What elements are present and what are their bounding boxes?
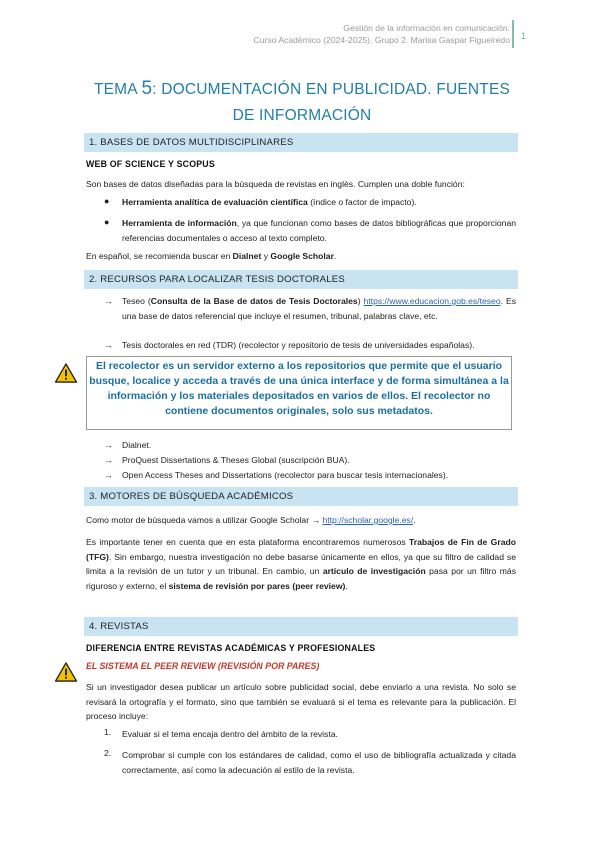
page-number: 1 (521, 31, 527, 41)
title-line2: DE INFORMACIÓN (232, 107, 372, 124)
s4-item-1: Evaluar si el tema encaja dentro del ámbito de la revista. (122, 729, 338, 739)
teseo-rest: . Es una base de datos referencial que incluye el resumen, tribunal, palabras clave, etc. (122, 296, 517, 321)
rec-dialnet: Dialnet (232, 251, 262, 261)
s1-recommendation (86, 249, 516, 264)
arrow-icon: → (104, 440, 113, 450)
s1-bullet-2 (122, 216, 516, 245)
scholar-pre: Como motor de búsqueda vamos a utilizar Google Scholar → (86, 515, 323, 525)
s2-proquest: ProQuest Dissertations & Theses Global (suscripción BUA). (122, 455, 350, 465)
scholar-end: . (413, 515, 416, 525)
rec-pre: En español, se recomienda buscar en (86, 251, 233, 261)
tfg-f: sistema de revisión por pares (peer review) (168, 580, 346, 591)
tfg-g: . (345, 580, 348, 591)
section-heading-4: 4. REVISTAS (84, 617, 518, 636)
arrow-icon: → (104, 296, 113, 306)
bullet-2-rest: , ya que funcionan como bases de datos bibliográficas que proporcionan referencias documentales o acceso al texto completo. (122, 218, 517, 243)
rec-scholar: Google Scholar (270, 251, 334, 261)
title-line1: : DOCUMENTACIÓN EN PUBLICIDAD. FUENTES (152, 81, 511, 98)
tfg-d: artículo de investigación (322, 566, 426, 576)
rec-end: . (333, 251, 337, 261)
subheading-revistas: DIFERENCIA ENTRE REVISTAS ACADÉMICAS Y PROFESIONALES (86, 643, 376, 653)
title-prefix: TEMA (93, 81, 142, 98)
subheading-wos-scopus: WEB OF SCIENCE Y SCOPUS (86, 159, 215, 169)
s4-paragraph: Si un investigador desea publicar un artículo sobre publicidad social, debe enviarlo a una revista. No solo se revisará la ortografía y el formato, sino que también se evaluará si el tema es relevante para la publicación. El proceso incluye: (86, 682, 516, 721)
teseo-pre: Teseo ( (122, 296, 151, 306)
section-heading-2: 2. RECURSOS PARA LOCALIZAR TESIS DOCTORALES (84, 270, 518, 289)
s2-teseo (122, 294, 516, 323)
section-heading-1: 1. BASES DE DATOS MULTIDISCIPLINARES (84, 133, 518, 152)
header-course: Gestión de la información en comunicación. (343, 23, 510, 33)
header-divider (512, 20, 514, 48)
title-number: 5 (141, 78, 153, 99)
arrow-icon: → (104, 455, 113, 465)
recolector-note-box: El recolector es un servidor externo a los repositorios que permite que el usuario busque, localice y acceda a través de una única interface y de forma simultánea a la información y los materiales depositados en varios de ellos. El recolector no contiene documentos originales, solo sus metadatos. (86, 356, 512, 430)
list-number-1: 1. (104, 727, 112, 737)
bullet-icon: ● (104, 196, 110, 206)
page-header (253, 22, 510, 46)
teseo-close: ) (357, 296, 364, 306)
s2-dialnet: Dialnet. (122, 440, 152, 450)
tfg-a: Es importante tener en cuenta que en esta plataforma encontraremos numerosos (86, 537, 409, 547)
s1-intro: Son bases de datos diseñadas para la búsqueda de revistas en inglés. Cumplen una doble función: (86, 179, 465, 189)
warning-icon (54, 363, 78, 383)
s3-scholar-line (86, 513, 516, 528)
subheading-peer-review: EL SISTEMA EL PEER REVIEW (REVISIÓN POR PARES) (86, 661, 320, 671)
list-number-2: 2. (104, 748, 112, 758)
bullet-1-rest: (índice o factor de impacto). (307, 197, 417, 207)
teseo-link[interactable]: https://www.educacion.gob.es/teseo (363, 296, 501, 306)
bullet-icon: ● (104, 217, 110, 227)
bullet-2-bold: Herramienta de información (122, 218, 237, 228)
page-title (86, 76, 518, 129)
rec-mid: y (261, 251, 271, 261)
section-heading-3: 3. MOTORES DE BÚSQUEDA ACADÉMICOS (84, 487, 518, 506)
s1-bullet-1 (122, 195, 516, 210)
warning-icon (54, 662, 78, 682)
s2-tdr: Tesis doctorales en red (TDR) (recolector y repositorio de tesis de universidades españolas). (122, 340, 475, 350)
scholar-link[interactable]: http://scholar.google.es/ (322, 515, 414, 525)
arrow-icon: → (104, 340, 113, 350)
tfg-b: Trabajos de Fin de Grado (TFG) (86, 537, 516, 562)
arrow-icon: → (104, 470, 113, 480)
s2-oatd: Open Access Theses and Dissertations (recolector para buscar tesis internacionales). (122, 470, 449, 480)
tfg-e: pasa por un filtro más riguroso y externo, el (86, 566, 517, 591)
header-group: Curso Académico (2024-2025). Grupo 2. Marisa Gaspar Figueiredo (253, 35, 510, 45)
teseo-bold: Consulta de la Base de datos de Tesis Doctorales (150, 296, 358, 306)
s3-tfg-paragraph (86, 535, 516, 593)
tfg-c: . Sin embargo, nuestra investigación no debe basarse únicamente en ellos, ya que su filtro de calidad se limita a la revisión de un tutor y un tribunal. En cambio, un (86, 551, 516, 576)
bullet-1-bold: Herramienta analítica de evaluación científica (122, 197, 308, 207)
s4-item-2: Comprobar si cumple con los estándares de calidad, como el uso de bibliografía actualizada y citada correctamente, así como la adecuación al estilo de la revista. (122, 750, 516, 775)
